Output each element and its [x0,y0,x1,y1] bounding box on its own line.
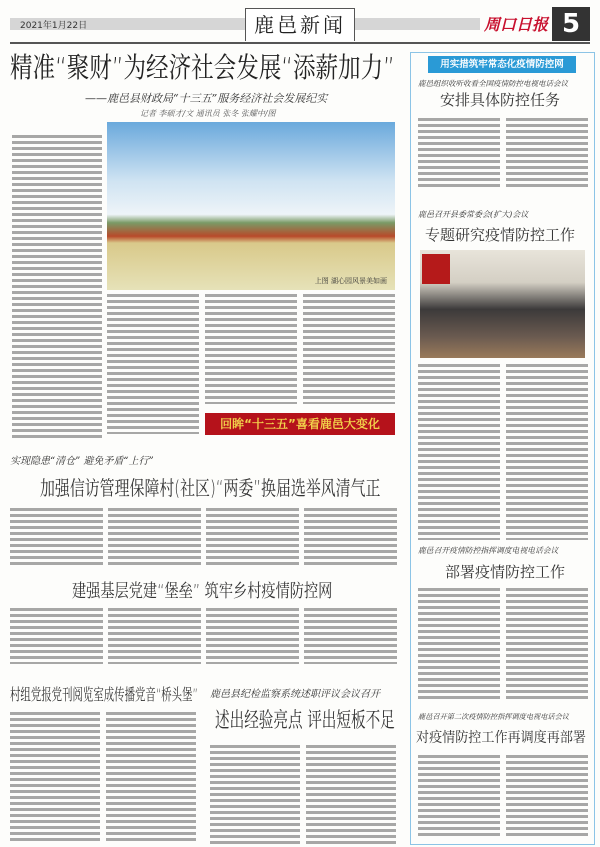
lead-body-column [107,294,199,434]
sidebar-title: 用实措筑牢常态化疫情防控网 [428,56,576,73]
story3-body [206,608,299,664]
story2-body [304,508,397,568]
lead-body-column [303,294,395,404]
story5-kicker: 鹿邑县纪检监察系统述职评议会议召开 [210,689,380,700]
sidebar-body [506,364,588,540]
lake-park-photo [107,122,395,290]
photo-caption: 上图 湖心园风景美如画 [314,277,387,285]
lead-headline: 精准“聚财”为经济社会发展“添薪加力” [10,51,395,84]
story2-body [108,508,201,568]
lead-subtitle: ——鹿邑县财政局“十三五”服务经济社会发展纪实 [85,92,328,105]
sidebar-kicker: 鹿邑召开第二次疫情防控指挥调度电视电话会议 [418,712,569,721]
story4-body [106,712,196,844]
story3-body [10,608,103,664]
story3-body [304,608,397,664]
story4-headline: 村组党报党刊阅览室成传播党音“桥头堡” [10,685,198,704]
series-banner: 回眸“十三五”喜看鹿邑大变化 [205,413,395,435]
sidebar-body [506,588,588,700]
sidebar-body [418,755,500,839]
header-bar-right [355,18,480,30]
story5-body [210,745,300,844]
sidebar-body [506,118,588,188]
lead-body-column [205,294,297,404]
story5-headline: 述出经验亮点 评出短板不足 [215,708,395,732]
sidebar-headline: 部署疫情防控工作 [445,563,566,581]
sidebar-kicker: 鹿邑召开县委常委会(扩大)会议 [418,210,529,219]
sidebar-kicker: 鹿邑组织收听收看全国疫情防控电视电话会议 [418,79,568,88]
sidebar-headline: 安排具体防控任务 [440,91,561,109]
meeting-photo [420,250,585,358]
issue-date: 2021年1月22日 [20,21,88,31]
sidebar-body [418,118,500,188]
header-rule [10,42,590,44]
story5-body [306,745,396,844]
sidebar-headline: 对疫情防控工作再调度再部署 [416,730,586,746]
sidebar-headline: 专题研究疫情防控工作 [425,226,576,244]
red-banner-in-photo [422,254,450,284]
sidebar-body [506,755,588,839]
story3-headline: 建强基层党建“堡垒” 筑牢乡村疫情防控网 [72,581,333,602]
story4-body [10,712,100,844]
story2-body [10,508,103,568]
sidebar-body [418,588,500,700]
section-title: 鹿邑新闻 [245,8,355,41]
page-number: 5 [552,7,590,41]
paper-logo: 周口日报 [484,15,549,34]
story2-kicker: 实现隐患“清仓” 避免矛盾“上行” [10,456,154,467]
lead-byline: 记者 李硕才/文 通讯员 张冬 张耀中/图 [140,109,276,118]
lead-body-column [12,135,102,440]
story3-body [108,608,201,664]
sidebar-kicker: 鹿邑召开疫情防控指挥调度电视电话会议 [418,546,559,555]
story2-headline: 加强信访管理保障村(社区)“两委”换届选举风清气正 [40,476,381,500]
sidebar-body [418,364,500,540]
story2-body [206,508,299,568]
